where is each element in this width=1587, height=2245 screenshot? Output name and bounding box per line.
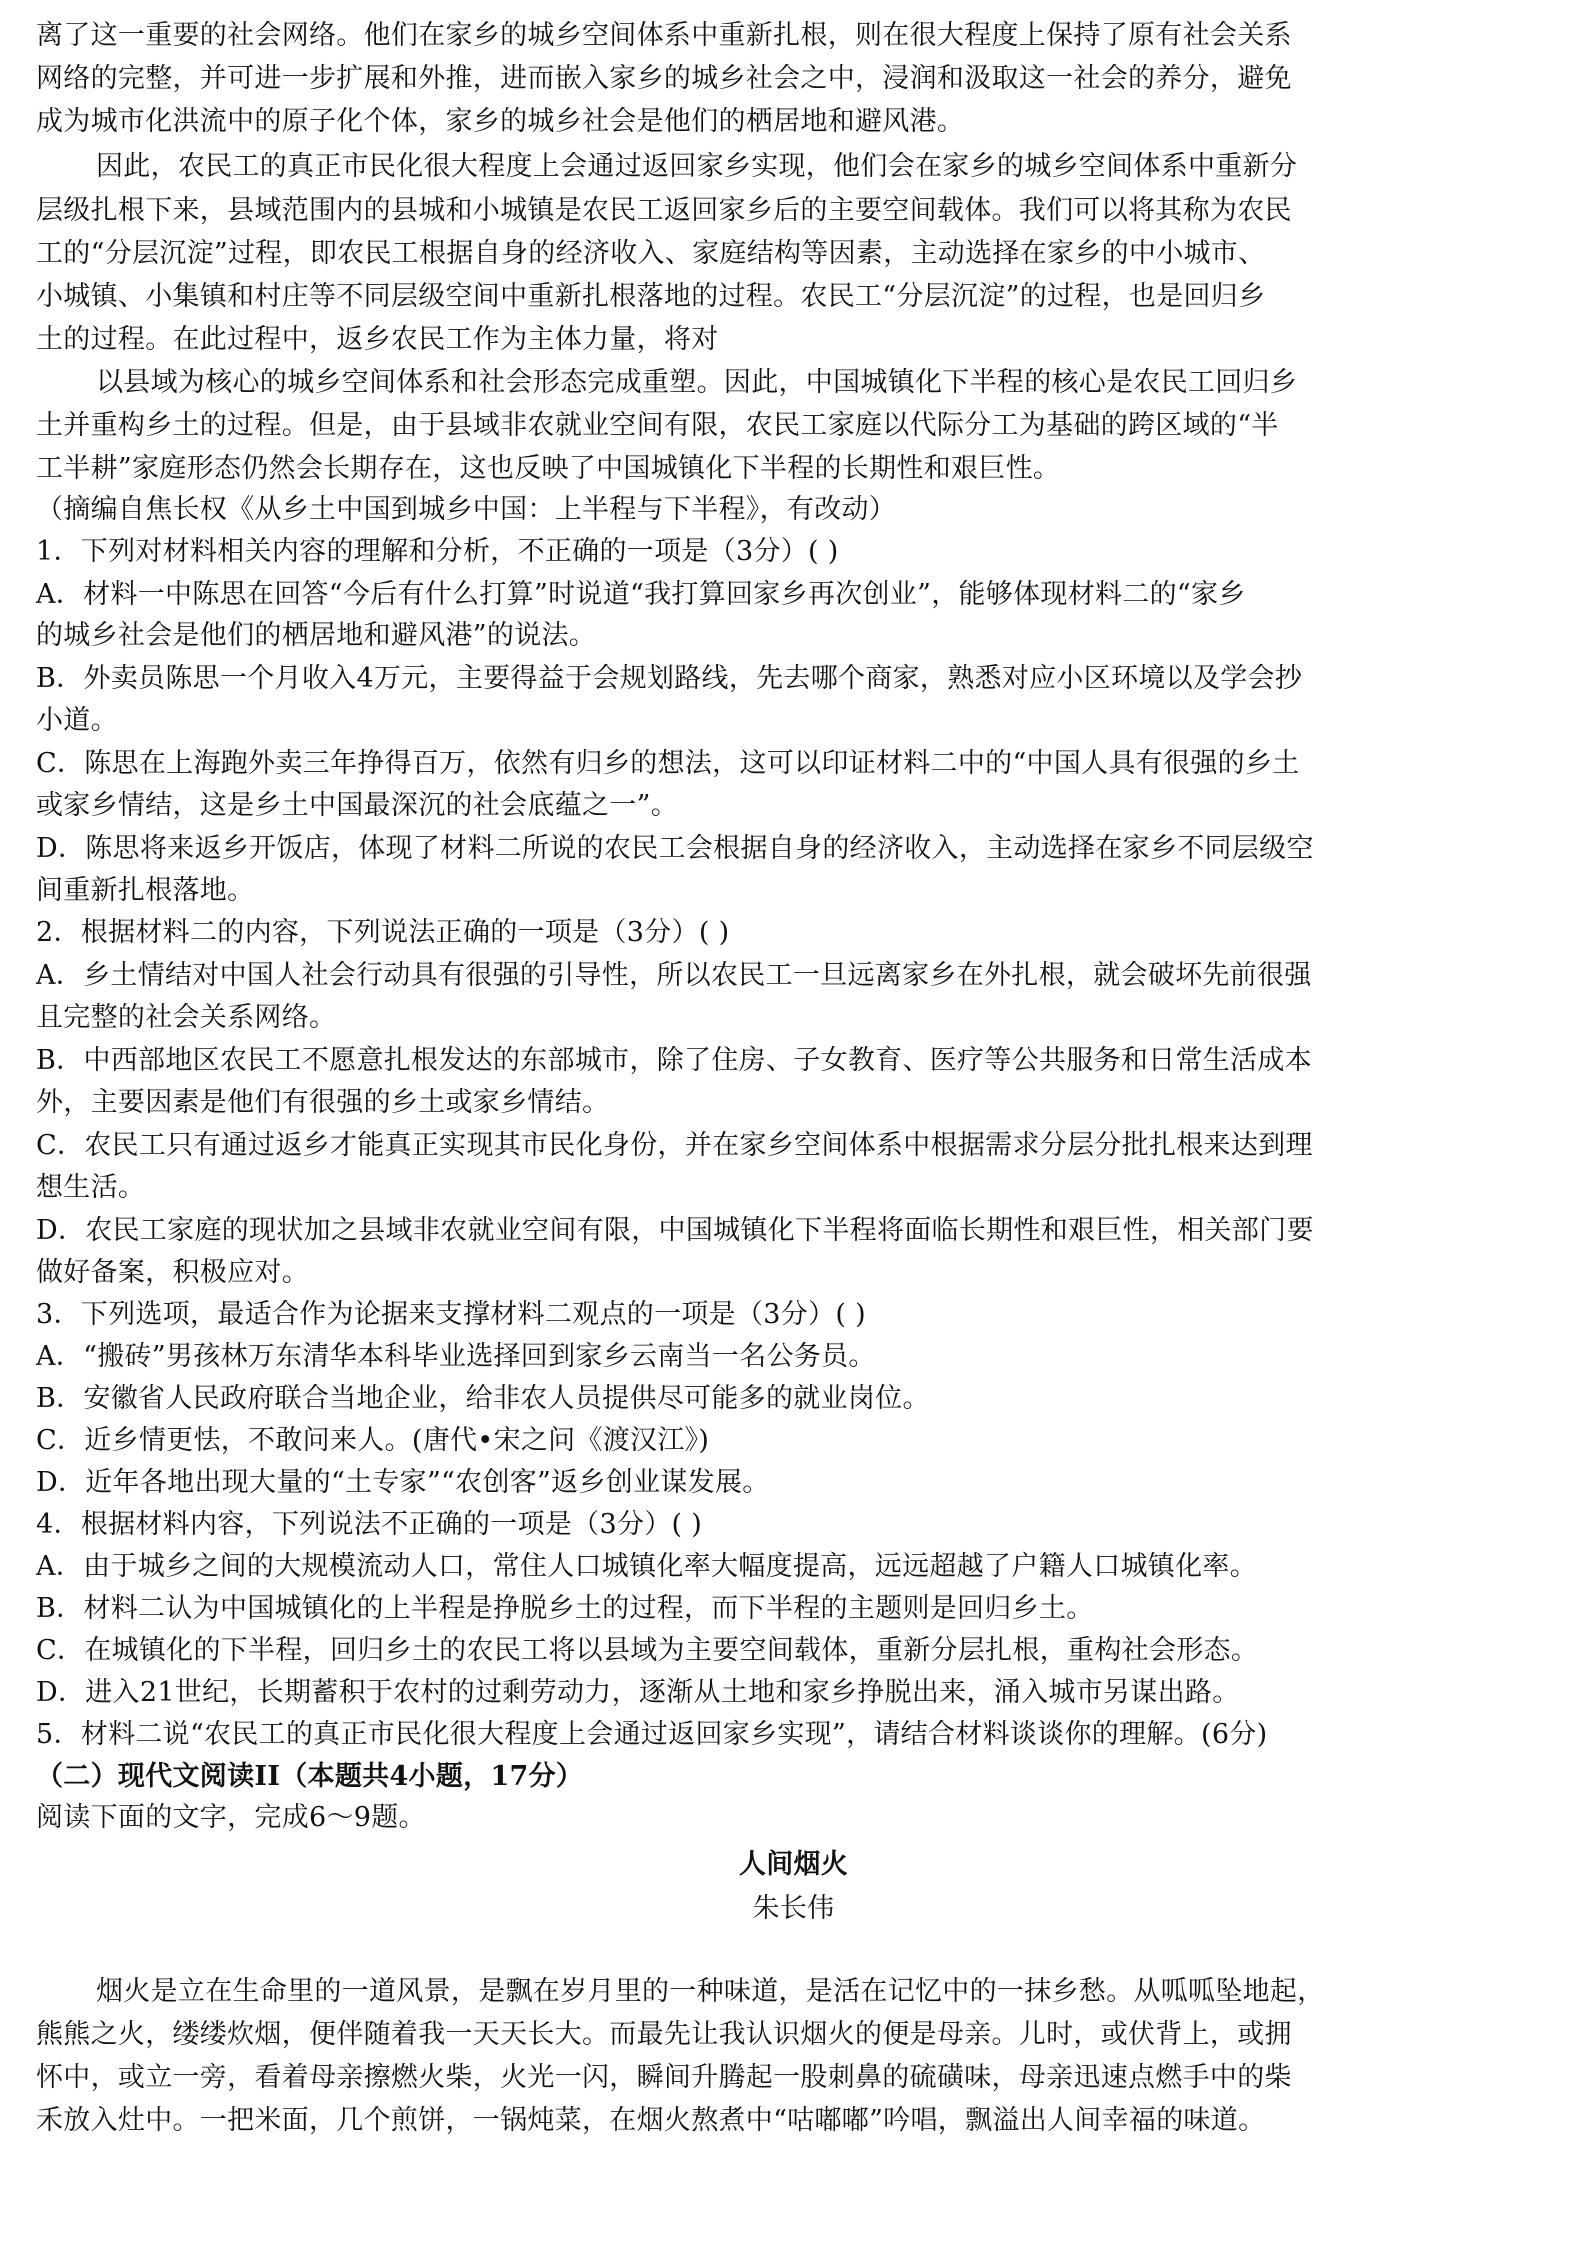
question-4-option-c: C．在城镇化的下半程，回归乡土的农民工将以县域为主要空间载体，重新分层扎根，重构社会形态。 <box>36 1635 1259 1666</box>
question-1-option-a: A．材料一中陈思在回答“今后有什么打算”时说道“我打算回家乡再次创业”，能够体现材料二的“家乡 <box>36 579 1246 610</box>
passage-line: 离了这一重要的社会网络。他们在家乡的城乡空间体系中重新扎根，则在很大程度上保持了原有社会关系 <box>36 20 1292 51</box>
question-1-option-b: B．外卖员陈思一个月收入4万元，主要得益于会规划路线，先去哪个商家，熟悉对应小区环境以及学会抄 <box>36 663 1303 694</box>
passage-line: 因此，农民工的真正市民化很大程度上会通过返回家乡实现，他们会在家乡的城乡空间体系中重新分 <box>96 151 1298 182</box>
passage-line: 以县域为核心的城乡空间体系和社会形态完成重塑。因此，中国城镇化下半程的核心是农民工回归乡 <box>96 367 1298 398</box>
passage-line: 土并重构乡土的过程。但是，由于县域非农就业空间有限，农民工家庭以代际分工为基础的跨区域的“半 <box>36 410 1279 441</box>
passage-line: 网络的完整，并可进一步扩展和外推，进而嵌入家乡的城乡社会之中，浸润和汲取这一社会的养分，避免 <box>36 63 1292 94</box>
question-3-option-b: B．安徽省人民政府联合当地企业，给非农人员提供尽可能多的就业岗位。 <box>36 1383 930 1414</box>
question-2-stem: 2．根据材料二的内容，下列说法正确的一项是（3分）( ) <box>36 917 730 948</box>
question-4-stem: 4．根据材料内容，下列说法不正确的一项是（3分）( ) <box>36 1509 703 1540</box>
question-1-option-d: D．陈思将来返乡开饭店，体现了材料二所说的农民工会根据自身的经济收入，主动选择在家乡不同层级空 <box>36 833 1314 864</box>
passage-line: 成为城市化洪流中的原子化个体，家乡的城乡社会是他们的栖居地和避风港。 <box>36 106 965 137</box>
question-3-stem: 3．下列选项，最适合作为论据来支撑材料二观点的一项是（3分）( ) <box>36 1299 866 1330</box>
question-1-stem: 1．下列对材料相关内容的理解和分析，不正确的一项是（3分）( ) <box>36 536 839 567</box>
reading-instruction: 阅读下面的文字，完成6～9题。 <box>36 1802 426 1833</box>
question-2-option-a: A．乡土情结对中国人社会行动具有很强的引导性，所以农民工一旦远离家乡在外扎根，就会破坏先前很强 <box>36 960 1312 991</box>
passage-line: 工的“分层沉淀”过程，即农民工根据自身的经济收入、家庭结构等因素，主动选择在家乡的中小城市、 <box>36 238 1266 269</box>
passage-line: 小城镇、小集镇和村庄等不同层级空间中重新扎根落地的过程。农民工“分层沉淀”的过程，也是回归乡 <box>36 281 1266 312</box>
article-title: 人间烟火 <box>738 1849 849 1880</box>
question-2-option-b: B．中西部地区农民工不愿意扎根发达的东部城市，除了住房、子女教育、医疗等公共服务和日常生活成本 <box>36 1045 1312 1076</box>
question-1-option-d-cont: 间重新扎根落地。 <box>36 875 255 906</box>
question-2-option-a-cont: 且完整的社会关系网络。 <box>36 1002 337 1033</box>
question-4-option-a: A．由于城乡之间的大规模流动人口，常住人口城镇化率大幅度提高，远远超越了户籍人口城镇化率。 <box>36 1551 1257 1582</box>
article-author: 朱长伟 <box>752 1893 835 1924</box>
question-1-option-a-cont: 的城乡社会是他们的栖居地和避风港”的说法。 <box>36 620 597 651</box>
question-3-option-c: C．近乡情更怯，不敢问来人。(唐代•宋之问《渡汉江》) <box>36 1425 710 1456</box>
passage-line: 层级扎根下来，县域范围内的县城和小城镇是农民工返回家乡后的主要空间载体。我们可以将其称为农民 <box>36 195 1292 226</box>
article-line: 熊熊之火，缕缕炊烟，便伴随着我一天天长大。而最先让我认识烟火的便是母亲。儿时，或伏背上，或拥 <box>36 2019 1292 2050</box>
article-line: 烟火是立在生命里的一道风景，是飘在岁月里的一种味道，是活在记忆中的一抹乡愁。从呱呱坠地起， <box>96 1976 1325 2007</box>
question-3-option-a: A．“搬砖”男孩林万东清华本科毕业选择回到家乡云南当一名公务员。 <box>36 1341 876 1372</box>
question-2-option-d: D．农民工家庭的现状加之县域非农就业空间有限，中国城镇化下半程将面临长期性和艰巨性，相关部门要 <box>36 1215 1314 1246</box>
question-1-option-c: C．陈思在上海跑外卖三年挣得百万，依然有归乡的想法，这可以印证材料二中的“中国人具有很强的乡土 <box>36 748 1300 779</box>
question-2-option-c-cont: 想生活。 <box>36 1172 146 1203</box>
question-1-option-b-cont: 小道。 <box>36 705 118 736</box>
passage-line: 土的过程。在此过程中，返乡农民工作为主体力量，将对 <box>36 324 719 355</box>
question-4-option-b: B．材料二认为中国城镇化的上半程是挣脱乡土的过程，而下半程的主题则是回归乡土。 <box>36 1593 1094 1624</box>
article-line: 怀中，或立一旁，看着母亲擦燃火柴，火光一闪，瞬间升腾起一股刺鼻的硫磺味，母亲迅速点燃手中的柴 <box>36 2062 1292 2093</box>
question-2-option-c: C．农民工只有通过返乡才能真正实现其市民化身份，并在家乡空间体系中根据需求分层分批扎根来达到理 <box>36 1130 1313 1161</box>
question-3-option-d: D．近年各地出现大量的“土专家”“农创客”返乡创业谋发展。 <box>36 1467 770 1498</box>
question-2-option-d-cont: 做好备案，积极应对。 <box>36 1257 309 1288</box>
source-citation: （摘编自焦长权《从乡土中国到城乡中国：上半程与下半程》，有改动） <box>36 494 897 525</box>
question-1-option-c-cont: 或家乡情结，这是乡土中国最深沉的社会底蕴之一”。 <box>36 790 679 821</box>
section-heading: （二）现代文阅读II（本题共4小题，17分） <box>36 1761 584 1792</box>
question-5-stem: 5．材料二说“农民工的真正市民化很大程度上会通过返回家乡实现”，请结合材料谈谈你的理解。(6分) <box>36 1719 1268 1750</box>
question-4-option-d: D．进入21世纪，长期蓄积于农村的过剩劳动力，逐渐从土地和家乡挣脱出来，涌入城市另谋出路。 <box>36 1677 1240 1708</box>
article-line: 禾放入灶中。一把米面，几个煎饼，一锅炖菜，在烟火熬煮中“咕嘟嘟”吟唱，飘溢出人间幸福的味道。 <box>36 2105 1266 2136</box>
question-2-option-b-cont: 外，主要因素是他们有很强的乡土或家乡情结。 <box>36 1087 610 1118</box>
passage-line: 工半耕”家庭形态仍然会长期存在，这也反映了中国城镇化下半程的长期性和艰巨性。 <box>36 453 1061 484</box>
